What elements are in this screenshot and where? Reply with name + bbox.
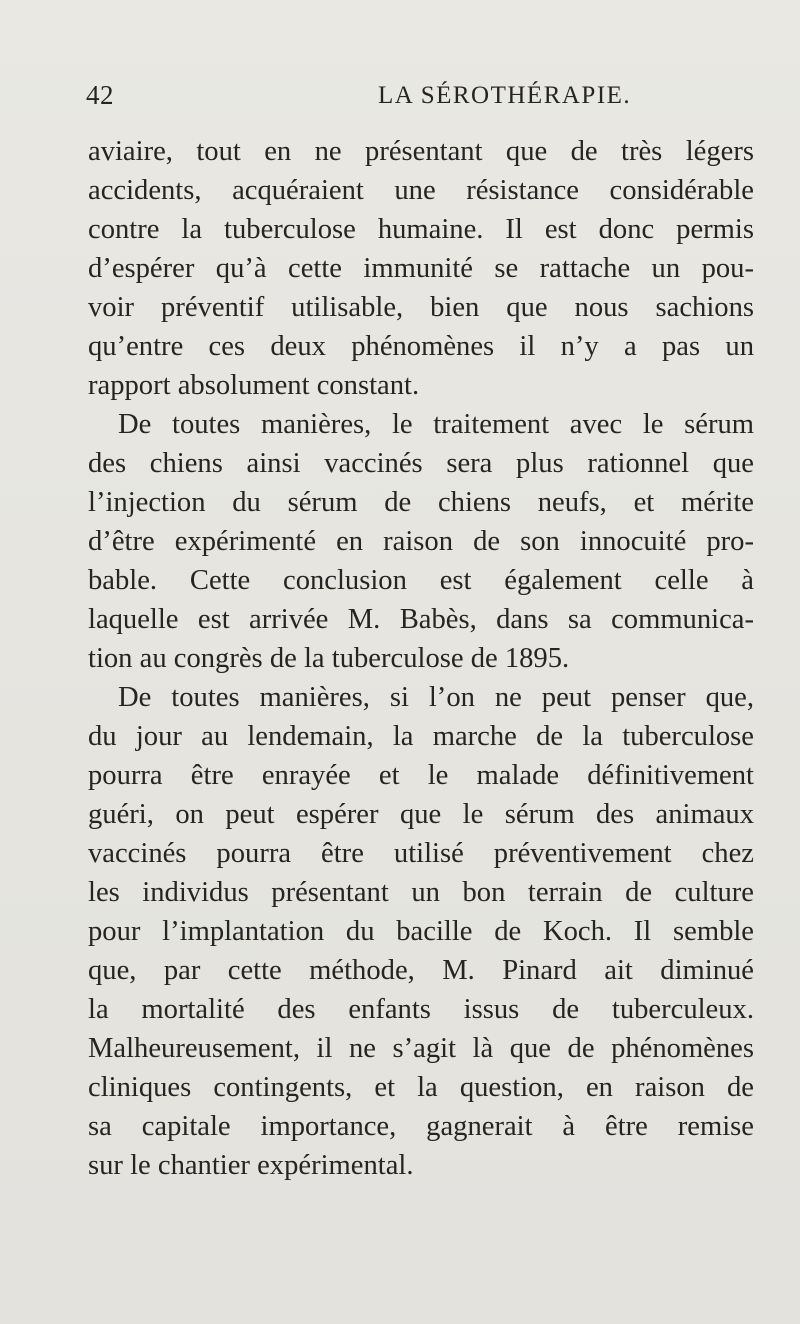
text-line: sur le chantier expérimental. [88,1150,414,1181]
text-line: accidents, acquéraient une résistance considérable [88,175,754,206]
text-line: sa capitale importance, gagnerait à être remise [88,1111,754,1142]
text-line: d’être expérimenté en raison de son innocuité pro- [88,526,754,557]
text-line: tion au congrès de la tuberculose de 1895. [88,643,570,674]
text-line: des chiens ainsi vaccinés sera plus rationnel que [88,448,754,479]
text-line: que, par cette méthode, M. Pinard ait diminué [88,955,754,986]
text-line: pour l’implantation du bacille de Koch. Il semble [88,916,754,947]
text-line: bable. Cette conclusion est également celle à [88,565,754,596]
text-line: les individus présentant un bon terrain de culture [88,877,754,908]
text-line: De toutes manières, le traitement avec le sérum [118,409,754,440]
page-header [86,80,756,116]
running-title: LA SÉROTHÉRAPIE. [378,82,632,109]
text-line: guéri, on peut espérer que le sérum des animaux [88,799,754,830]
text-line: rapport absolument constant. [88,370,420,401]
text-line: vaccinés pourra être utilisé préventivement chez [88,838,754,869]
text-line: aviaire, tout en ne présentant que de très légers [88,136,754,167]
text-line: contre la tuberculose humaine. Il est donc permis [88,214,754,245]
text-line: pourra être enrayée et le malade définitivement [88,760,754,791]
body-text [88,132,754,1185]
text-line: la mortalité des enfants issus de tuberculeux. [88,994,754,1025]
text-line: du jour au lendemain, la marche de la tuberculose [88,721,754,752]
text-line: laquelle est arrivée M. Babès, dans sa communica- [88,604,754,635]
text-line: cliniques contingents, et la question, en raison de [88,1072,754,1103]
text-line: d’espérer qu’à cette immunité se rattache un pou- [88,253,754,284]
text-line: De toutes manières, si l’on ne peut penser que, [118,682,754,713]
text-line: l’injection du sérum de chiens neufs, et mérite [88,487,754,518]
page-number: 42 [86,80,114,110]
text-line: voir préventif utilisable, bien que nous sachions [88,292,754,323]
text-line: qu’entre ces deux phénomènes il n’y a pas un [88,331,754,362]
text-line: Malheureusement, il ne s’agit là que de phénomènes [88,1033,754,1064]
